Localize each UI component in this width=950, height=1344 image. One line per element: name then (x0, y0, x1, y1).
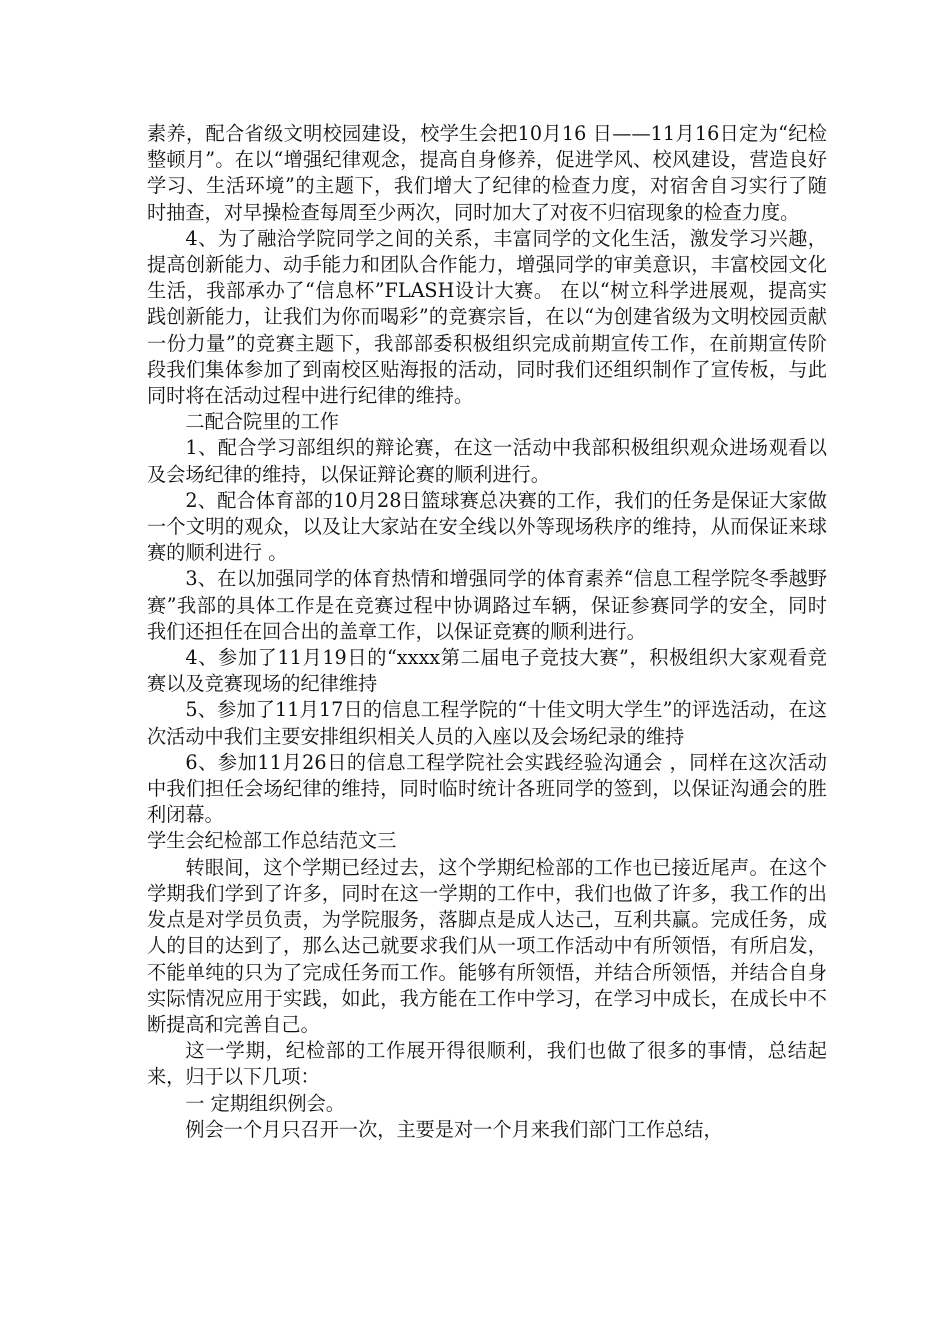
paragraph-flash-contest: 4、为了融洽学院同学之间的关系，丰富同学的文化生活，激发学习兴趣，提高创新能力、动手能力和团队合作能力，增强同学的审美意识，丰富校园文化生活，我部承办了“信息杯”FLASH设计大赛。 在以“树立科学进展观，提高实践创新能力，让我们为你而喝彩”的竞赛宗旨，在以“为创建省级为文明校园贡献一份力量”的竞赛主题下，我部部委积极组织完成前期宣传工作，在前期宣传阶段我们集体参加了到南校区贴海报的活动，同时我们还组织制作了宣传板，与此同时将在活动过程中进行纪律的维持。 (147, 226, 827, 408)
paragraph-debate: 1、配合学习部组织的辩论赛，在这一活动中我部积极组织观众进场观看以及会场纪律的维持，以保证辩论赛的顺利进行。 (147, 436, 827, 486)
paragraph-discipline-month: 素养，配合省级文明校园建设，校学生会把10月16 日——11月16日定为“纪检整顿月”。在以“增强纪律观念，提高自身修养，促进学风、校风建设，营造良好学习、生活环境”的主题下，我们增大了纪律的检查力度，对宿舍自习实行了随时抽查，对早操检查每周至少两次，同时加大了对夜不归宿现象的检查力度。 (147, 122, 827, 224)
paragraph-monthly-meeting: 例会一个月只召开一次，主要是对一个月来我们部门工作总结， (185, 1117, 723, 1141)
heading-regular-meetings: 一 定期组织例会。 (185, 1091, 345, 1115)
section-title-sample-three: 学生会纪检部工作总结范文三 (147, 829, 397, 853)
paragraph-cross-country: 3、在以加强同学的体育热情和增强同学的体育素养“信息工程学院冬季越野赛”我部的具体工作是在竞赛过程中协调路过车辆，保证参赛同学的安全，同时我们还担任在回合出的盖章工作，以保证竞赛的顺利进行。 (147, 567, 827, 643)
paragraph-social-practice: 6、参加11月26日的信息工程学院社会实践经验沟通会 ，同样在这次活动中我们担任会场纪律的维持，同时临时统计各班同学的签到，以保证沟通会的胜利闭幕。 (147, 750, 827, 827)
paragraph-basketball: 2、配合体育部的10月28日篮球赛总决赛的工作，我们的任务是保证大家做一个文明的观众，以及让大家站在安全线以外等现场秩序的维持，从而保证来球赛的顺利进行 。 (147, 488, 827, 565)
section-heading-college-work: 二配合院里的工作 (185, 410, 339, 434)
paragraph-top-ten-students: 5、参加了11月17日的信息工程学院的“十佳文明大学生”的评选活动，在这次活动中我们主要安排组织相关人员的入座以及会场纪录的维持 (147, 698, 827, 748)
paragraph-semester-summary: 转眼间，这个学期已经过去，这个学期纪检部的工作也已接近尾声。在这个学期我们学到了许多，同时在这一学期的工作中，我们也做了许多，我工作的出发点是对学员负责，为学院服务，落脚点是成人达己，互利共赢。完成任务，成人的目的达到了，那么达己就要求我们从一项工作活动中有所领悟，有所启发，不能单纯的只为了完成任务而工作。能够有所领悟，并结合所领悟，并结合自身实际情况应用于实践，如此，我方能在工作中学习，在学习中成长，在成长中不断提高和完善自己。 (147, 855, 827, 1036)
paragraph-esports: 4、参加了11月19日的“xxxx第二届电子竞技大赛”，积极组织大家观看竞赛以及竞赛现场的纪律维持 (147, 646, 827, 696)
paragraph-work-overview: 这一学期，纪检部的工作展开得很顺利，我们也做了很多的事情，总结起来，归于以下几项： (147, 1039, 827, 1089)
document-body (147, 121, 827, 1143)
